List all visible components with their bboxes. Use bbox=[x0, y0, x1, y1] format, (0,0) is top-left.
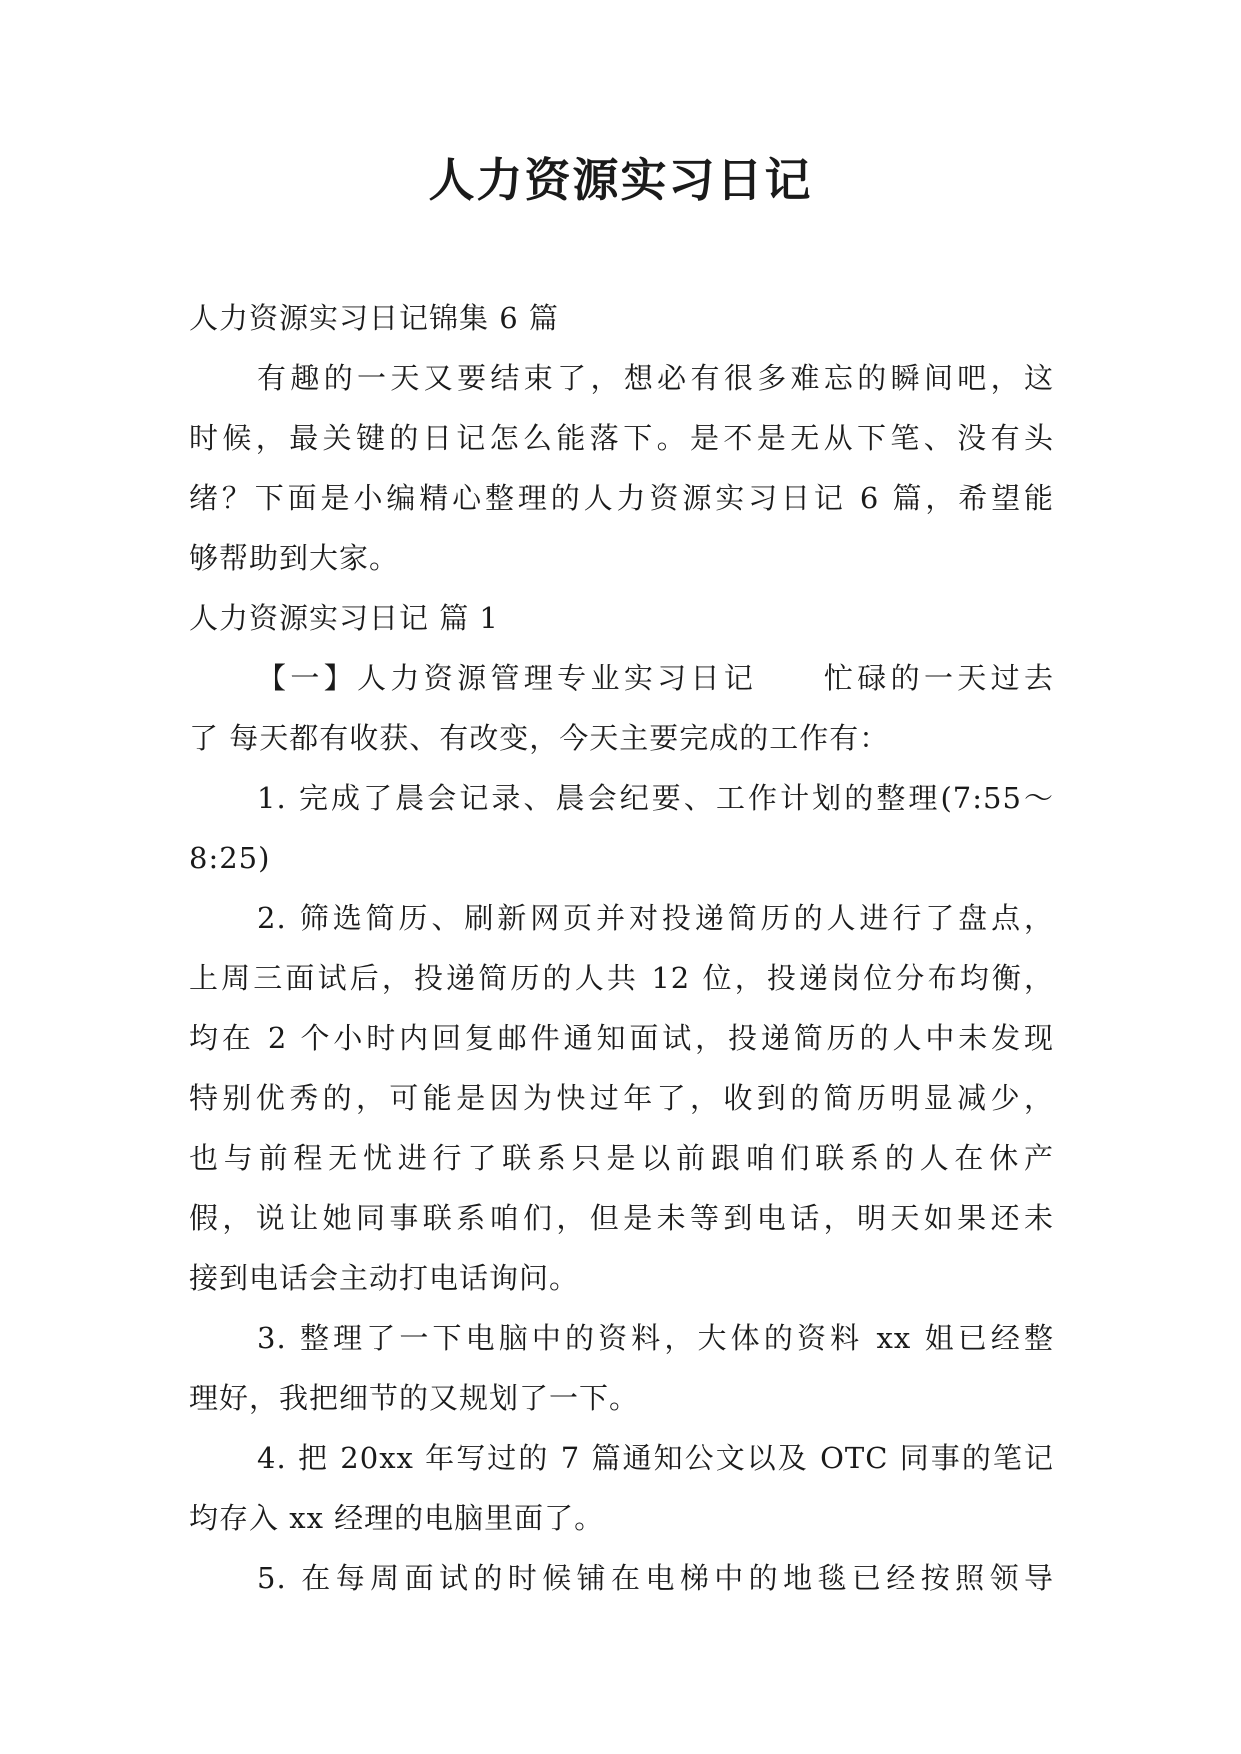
body-line: 绪？下面是小编精心整理的人力资源实习日记 6 篇，希望能 bbox=[189, 481, 1054, 515]
body-line: 接到电话会主动打电话询问。 bbox=[189, 1261, 580, 1295]
list-item-line: 4. 把 20xx 年写过的 7 篇通知公文以及 OTC 同事的笔记 bbox=[257, 1441, 1054, 1475]
document-title: 人力资源实习日记 bbox=[428, 153, 813, 207]
body-line: 假，说让她同事联系咱们，但是未等到电话，明天如果还未 bbox=[189, 1201, 1054, 1235]
body-line: 了 每天都有收获、有改变，今天主要完成的工作有： bbox=[189, 721, 890, 755]
document-body bbox=[189, 288, 1054, 1608]
body-line: 特别优秀的，可能是因为快过年了，收到的简历明显减少， bbox=[189, 1081, 1054, 1115]
body-line: 够帮助到大家。 bbox=[189, 541, 400, 575]
section-heading: 人力资源实习日记 篇 1 bbox=[189, 601, 499, 635]
body-line: 有趣的一天又要结束了，想必有很多难忘的瞬间吧，这 bbox=[257, 361, 1054, 395]
body-line: 人力资源实习日记锦集 6 篇 bbox=[189, 301, 559, 335]
list-item-line: 2. 筛选简历、刷新网页并对投递简历的人进行了盘点， bbox=[257, 901, 1054, 935]
body-line: 8:25) bbox=[189, 841, 271, 875]
body-line: 理好，我把细节的又规划了一下。 bbox=[189, 1381, 640, 1415]
body-line: 均在 2 个小时内回复邮件通知面试，投递简历的人中未发现 bbox=[189, 1021, 1054, 1055]
list-item-line: 3. 整理了一下电脑中的资料，大体的资料 xx 姐已经整 bbox=[257, 1321, 1054, 1355]
body-line: 均存入 xx 经理的电脑里面了。 bbox=[189, 1501, 605, 1535]
list-item-line: 5. 在每周面试的时候铺在电梯中的地毯已经按照领导 bbox=[257, 1561, 1054, 1595]
list-item-line: 1. 完成了晨会记录、晨会纪要、工作计划的整理(7:55～ bbox=[257, 781, 1054, 815]
body-line: 时候，最关键的日记怎么能落下。是不是无从下笔、没有头 bbox=[189, 421, 1054, 455]
body-line: 上周三面试后，投递简历的人共 12 位，投递岗位分布均衡， bbox=[189, 961, 1054, 995]
body-line: 也与前程无忧进行了联系只是以前跟咱们联系的人在休产 bbox=[189, 1141, 1054, 1175]
body-line: 【一】人力资源管理专业实习日记 忙碌的一天过去 bbox=[257, 661, 1054, 695]
